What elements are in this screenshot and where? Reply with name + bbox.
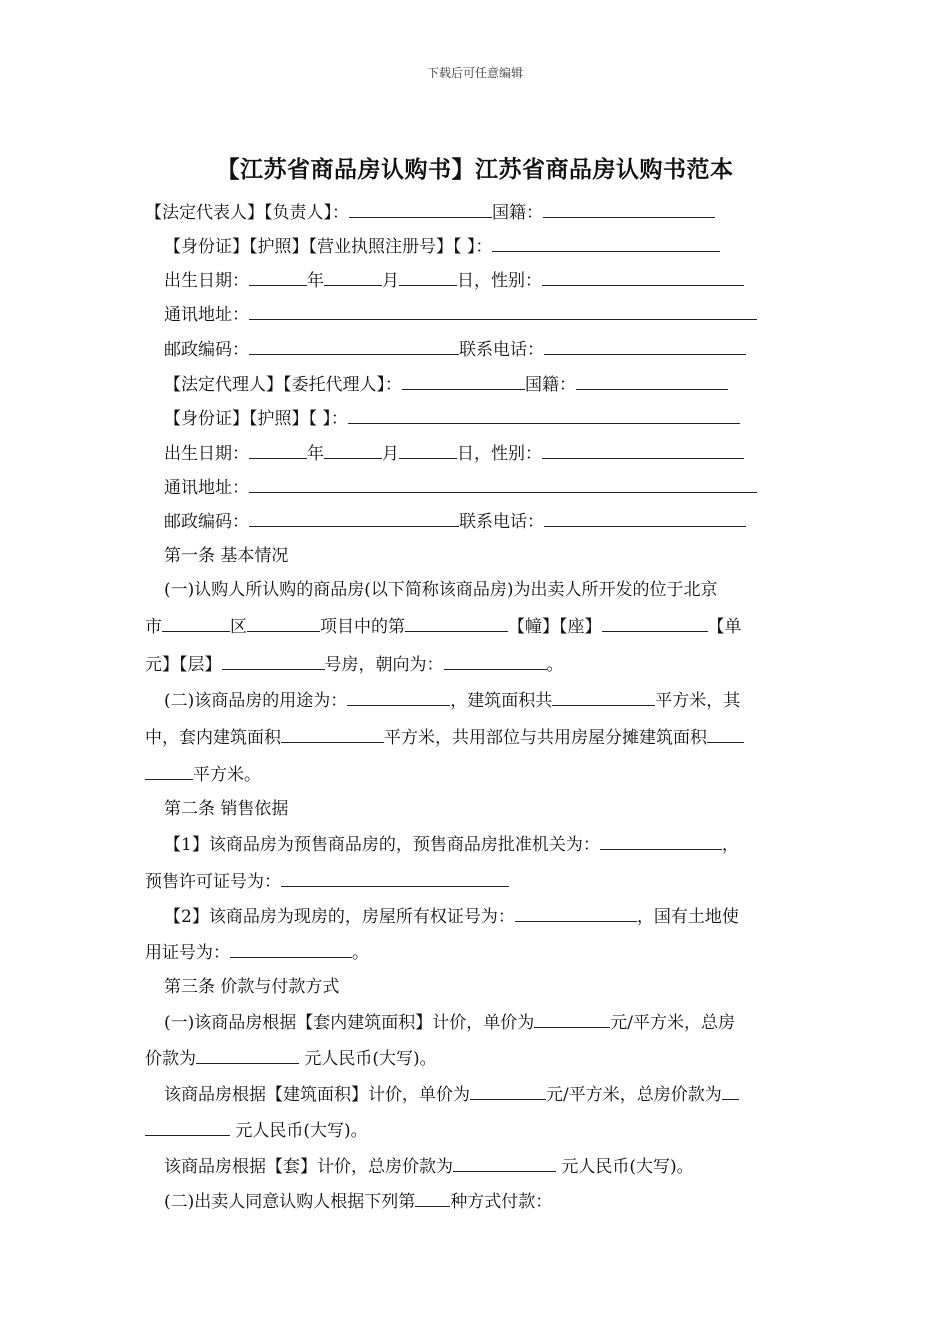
text-district: 区 xyxy=(230,617,247,637)
label-address: 通讯地址： xyxy=(164,305,249,325)
blank-unit-price-inner[interactable] xyxy=(534,1010,610,1028)
text-payment-method: (二)出卖人同意认购人根据下列第 xyxy=(164,1192,416,1212)
line-birth-date xyxy=(164,268,744,293)
line-agent-address xyxy=(164,475,757,500)
blank-project[interactable] xyxy=(247,614,320,632)
text-project: 项目中的第 xyxy=(320,617,405,637)
blank-agent-id[interactable] xyxy=(348,406,740,424)
blank-gender[interactable] xyxy=(542,268,744,286)
blank-agent-day[interactable] xyxy=(399,441,457,459)
label-agent-year: 年 xyxy=(307,444,324,464)
line-agent-id xyxy=(164,406,740,431)
text-sqm: 平方米，其 xyxy=(655,691,741,711)
text-rmb-set: 元人民币(大写)。 xyxy=(556,1157,694,1177)
line-agent xyxy=(164,372,728,397)
blank-ownership-cert[interactable] xyxy=(515,904,637,922)
paragraph-5-line-2 xyxy=(145,1046,437,1071)
label-agent-birth: 出生日期： xyxy=(164,444,249,464)
header-note: 下载后可任意编辑 xyxy=(426,66,523,80)
text-presale-authority: 【1】该商品房为预售商品房的，预售商品房批准机关为： xyxy=(164,835,600,855)
text-inner-area: 中，套内建筑面积 xyxy=(145,728,281,748)
label-agent-month: 月 xyxy=(382,444,399,464)
blank-area[interactable] xyxy=(552,688,655,706)
paragraph-6-line-1 xyxy=(164,1082,739,1107)
blank-presale-permit[interactable] xyxy=(281,869,509,887)
text-total-price-set: 该商品房根据【套】计价，总房价款为 xyxy=(164,1157,453,1177)
text-sqm-end: 平方米。 xyxy=(193,765,261,785)
line-legal-rep xyxy=(145,200,715,225)
blank-day[interactable] xyxy=(399,268,457,286)
paragraph-7-line-1 xyxy=(164,1154,694,1179)
blank-year[interactable] xyxy=(249,268,307,286)
text-comma: ， xyxy=(721,835,739,855)
blank-agent-address[interactable] xyxy=(249,475,757,493)
section-heading-3: 第三条 价款与付款方式 xyxy=(164,977,340,997)
blank-nationality[interactable] xyxy=(543,200,715,218)
blank-agent-gender[interactable] xyxy=(542,441,744,459)
line-address xyxy=(164,302,757,327)
text-period: 。 xyxy=(546,655,564,675)
paragraph-2-line-3 xyxy=(145,762,261,787)
text-period-2: 。 xyxy=(352,943,369,963)
label-birth-date: 出生日期： xyxy=(164,271,249,291)
paragraph-3-line-2 xyxy=(145,869,509,894)
line-id-type xyxy=(164,234,720,259)
label-agent-id: 【身份证】【护照】【 】： xyxy=(164,409,348,429)
text-land-use: ，国有土地使 xyxy=(636,907,739,927)
blank-agent-postcode[interactable] xyxy=(249,509,459,527)
blank-shared-area-2[interactable] xyxy=(145,762,193,780)
text-usage: (二)该商品房的用途为： xyxy=(164,691,348,711)
blank-agent[interactable] xyxy=(402,372,525,390)
text-floor: 元】【层】 xyxy=(145,655,222,675)
blank-total-price-inner[interactable] xyxy=(196,1046,299,1064)
line-postcode xyxy=(164,337,746,362)
blank-building[interactable] xyxy=(405,614,508,632)
blank-total-price-gross-1[interactable] xyxy=(722,1082,739,1100)
text-price-unit-inner: 元/平方米，总房 xyxy=(610,1013,735,1033)
blank-phone[interactable] xyxy=(544,337,746,355)
paragraph-2-line-2 xyxy=(145,725,744,750)
text-city: 市 xyxy=(145,617,162,637)
paragraph-6-line-2 xyxy=(145,1118,368,1143)
text-unit-price-gross: 该商品房根据【建筑面积】计价，单价为 xyxy=(164,1085,470,1105)
blank-legal-rep[interactable] xyxy=(349,200,492,218)
blank-payment-method[interactable] xyxy=(415,1189,450,1207)
blank-orientation[interactable] xyxy=(444,652,547,670)
label-month: 月 xyxy=(382,271,399,291)
paragraph-4-line-1 xyxy=(164,904,739,929)
paragraph-1-line-2 xyxy=(145,614,742,639)
line-agent-postcode xyxy=(164,509,746,534)
blank-total-price-set[interactable] xyxy=(453,1154,556,1172)
text-area: ，建筑面积共 xyxy=(450,691,553,711)
label-agent-day-gender: 日，性别： xyxy=(457,444,542,464)
label-phone: 联系电话： xyxy=(459,340,544,360)
section-heading-1: 第一条 基本情况 xyxy=(164,546,289,566)
blank-district[interactable] xyxy=(162,614,230,632)
text-orientation: 号房，朝向为： xyxy=(324,655,444,675)
blank-usage[interactable] xyxy=(347,688,450,706)
paragraph-5-line-1 xyxy=(164,1010,735,1035)
blank-month[interactable] xyxy=(324,268,382,286)
paragraph-1-line-1: (一)认购人所认购的商品房(以下简称该商品房)为出卖人所开发的位于北京 xyxy=(164,580,718,600)
blank-agent-phone[interactable] xyxy=(544,509,746,527)
label-day-gender: 日，性别： xyxy=(457,271,542,291)
blank-presale-authority[interactable] xyxy=(600,832,722,850)
blank-land-cert[interactable] xyxy=(230,940,352,958)
paragraph-2-line-1 xyxy=(164,688,740,713)
text-total-price-inner: 价款为 xyxy=(145,1049,196,1069)
text-ownership-cert: 【2】该商品房为现房的，房屋所有权证号为： xyxy=(164,907,515,927)
blank-id-number[interactable] xyxy=(492,234,720,252)
text-rmb-inner: 元人民币(大写)。 xyxy=(299,1049,437,1069)
label-agent: 【法定代理人】【委托代理人】： xyxy=(164,375,402,395)
line-agent-birth xyxy=(164,441,744,466)
label-agent-address: 通讯地址： xyxy=(164,478,249,498)
label-legal-rep: 【法定代表人】【负责人】： xyxy=(145,203,349,223)
text-total-price-gross: 元/平方米，总房价款为 xyxy=(546,1085,722,1105)
label-id-type: 【身份证】【护照】【营业执照注册号】【 】： xyxy=(164,237,493,257)
paragraph-3-line-1 xyxy=(164,832,739,857)
paragraph-8-line-1 xyxy=(164,1189,552,1214)
text-unit: 【单 xyxy=(707,617,742,637)
label-postcode: 邮政编码： xyxy=(164,340,249,360)
text-rmb-gross: 元人民币(大写)。 xyxy=(230,1121,368,1141)
text-building: 【幢】【座】 xyxy=(508,617,602,637)
paragraph-1-line-3 xyxy=(145,652,564,677)
label-agent-phone: 联系电话： xyxy=(459,512,544,532)
label-year: 年 xyxy=(307,271,324,291)
text-land-cert: 用证号为： xyxy=(145,943,230,963)
section-heading-2: 第二条 销售依据 xyxy=(164,799,289,819)
text-presale-permit: 预售许可证号为： xyxy=(145,872,281,892)
blank-unit[interactable] xyxy=(602,614,708,632)
text-unit-price-inner: (一)该商品房根据【套内建筑面积】计价，单价为 xyxy=(164,1013,535,1033)
text-shared-area: 平方米，共用部位与共用房屋分摊建筑面积 xyxy=(384,728,707,748)
blank-shared-area-1[interactable] xyxy=(707,725,744,743)
blank-total-price-gross-2[interactable] xyxy=(145,1118,230,1136)
label-agent-nationality: 国籍： xyxy=(525,375,576,395)
blank-agent-year[interactable] xyxy=(249,441,307,459)
blank-agent-nationality[interactable] xyxy=(576,372,728,390)
document-title: 【江苏省商品房认购书】江苏省商品房认购书范本 xyxy=(216,156,734,183)
blank-agent-month[interactable] xyxy=(324,441,382,459)
label-agent-postcode: 邮政编码： xyxy=(164,512,249,532)
blank-address[interactable] xyxy=(249,302,757,320)
blank-postcode[interactable] xyxy=(249,337,459,355)
label-nationality: 国籍： xyxy=(492,203,543,223)
paragraph-4-line-2 xyxy=(145,940,369,965)
blank-room[interactable] xyxy=(222,652,325,670)
blank-unit-price-gross[interactable] xyxy=(470,1082,546,1100)
blank-inner-area[interactable] xyxy=(281,725,384,743)
text-payment-method-end: 种方式付款： xyxy=(450,1192,553,1212)
